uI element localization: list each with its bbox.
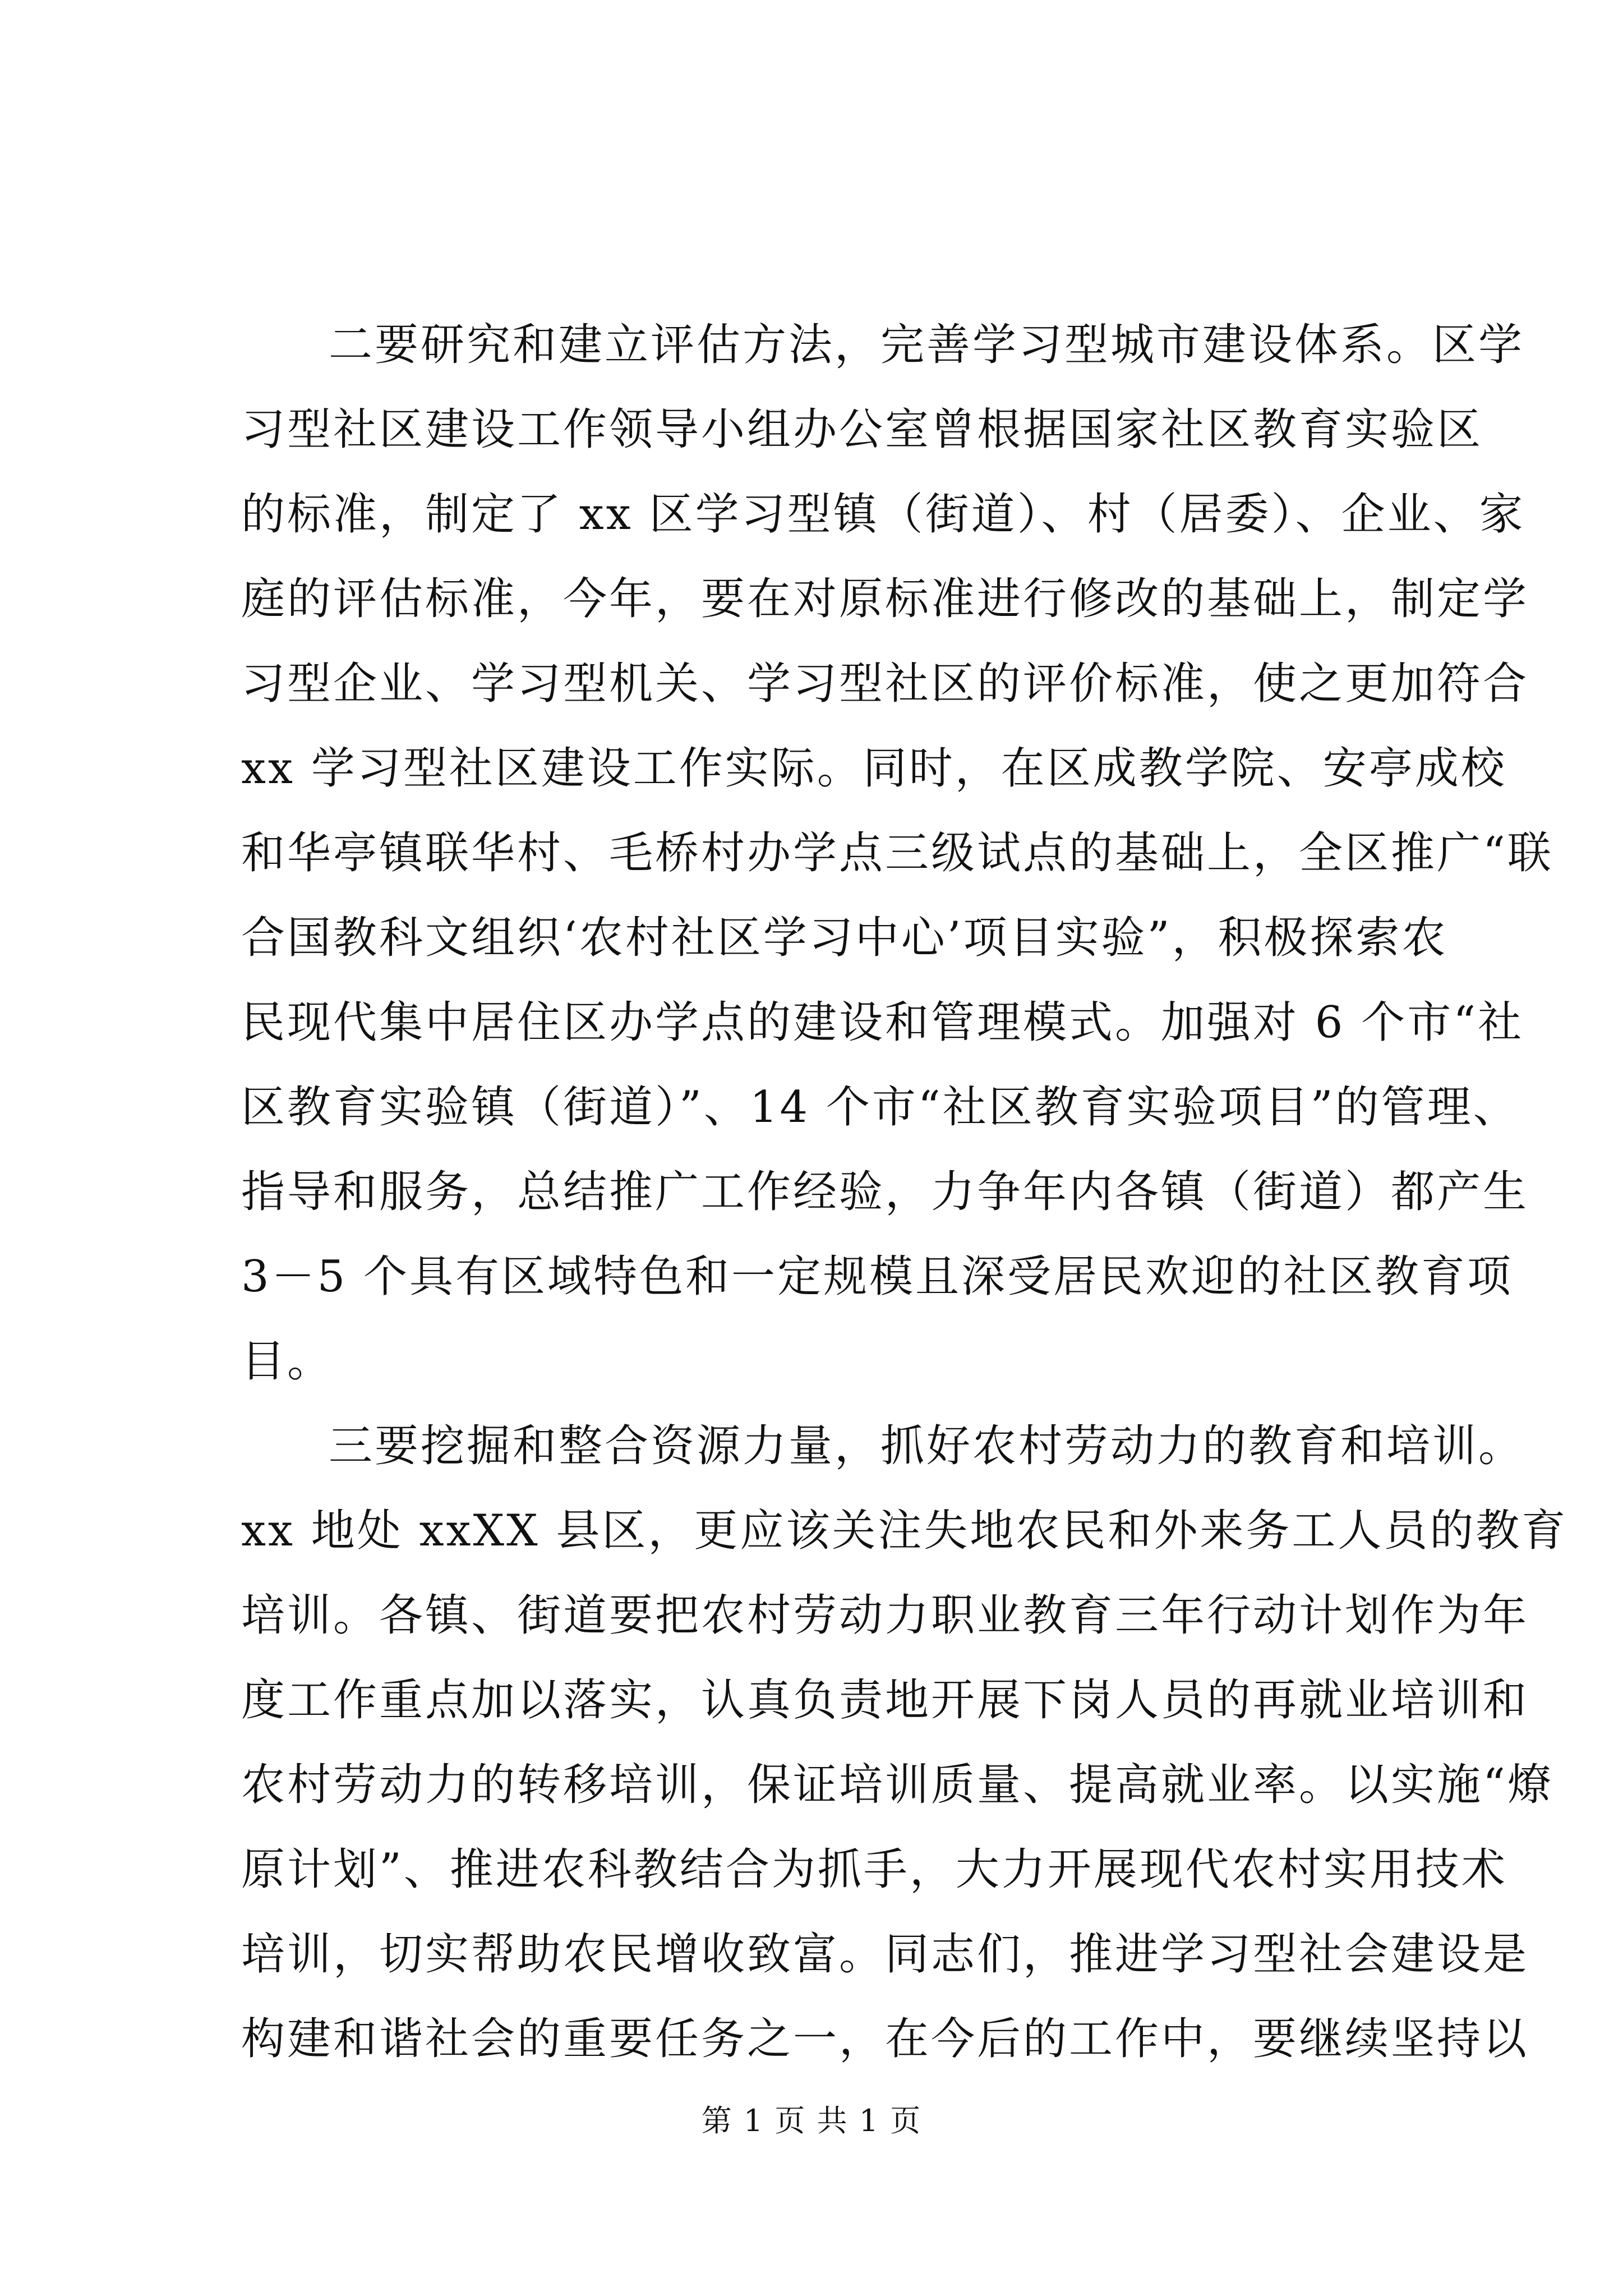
paragraph-1-line-11: 指导和服务，总结推广工作经验，力争年内各镇（街道）都产生 [241,1167,1529,1217]
paragraph-1-line-8: 合国教科文组织‘农村社区学习中心’项目实验”，积极探索农 [241,913,1448,963]
paragraph-1-line-4: 庭的评估标准，今年，要在对原标准进行修改的基础上，制定学 [241,574,1529,624]
paragraph-2-line-3: 培训。各镇、街道要把农村劳动力职业教育三年行动计划作为年 [241,1590,1529,1641]
paragraph-2-line-7: 培训，切实帮助农民增收致富。同志们，推进学习型社会建设是 [241,1929,1529,1980]
paragraph-1-line-3: 的标准，制定了 xx 区学习型镇（街道）、村（居委）、企业、家 [241,489,1525,540]
paragraph-2-line-5: 农村劳动力的转移培训，保证培训质量、提高就业率。以实施“燎 [241,1760,1553,1810]
paragraph-1-line-2: 习型社区建设工作领导小组办公室曾根据国家社区教育实验区 [241,404,1483,455]
paragraph-1-line-1: 二要研究和建立评估方法，完善学习型城市建设体系。区学 [329,320,1525,370]
paragraph-2-line-1: 三要挖掘和整合资源力量，抓好农村劳动力的教育和培训。 [329,1421,1525,1471]
paragraph-1-line-12: 3－5 个具有区域特色和一定规模且深受居民欢迎的社区教育项 [241,1251,1514,1302]
paragraph-1-line-5: 习型企业、学习型机关、学习型社区的评价标准，使之更加符合 [241,659,1529,709]
paragraph-1-line-7: 和华亭镇联华村、毛桥村办学点三级试点的基础上，全区推广“联 [241,828,1553,878]
paragraph-2-line-2: xx 地处 xxXX 县区，更应该关注失地农民和外来务工人员的教育 [241,1506,1568,1556]
paragraph-2-line-4: 度工作重点加以落实，认真负责地开展下岗人员的再就业培训和 [241,1675,1529,1726]
paragraph-1-line-13: 目。 [241,1336,334,1387]
paragraph-1-line-9: 民现代集中居住区办学点的建设和管理模式。加强对 6 个市“社 [241,997,1524,1048]
paragraph-2-line-8: 构建和谐社会的重要任务之一，在今后的工作中，要继续坚持以 [241,2014,1529,2064]
paragraph-1-line-10: 区教育实验镇（街道）”、14 个市“社区教育实验项目”的管理、 [241,1082,1519,1133]
paragraph-1-line-6: xx 学习型社区建设工作实际。同时，在区成教学院、安亭成校 [241,743,1507,794]
paragraph-2-line-6: 原计划”、推进农科教结合为抓手，大力开展现代农村实用技术 [241,1844,1507,1895]
page-footer: 第 1 页 共 1 页 [701,2103,922,2138]
document-body [241,303,1568,2082]
